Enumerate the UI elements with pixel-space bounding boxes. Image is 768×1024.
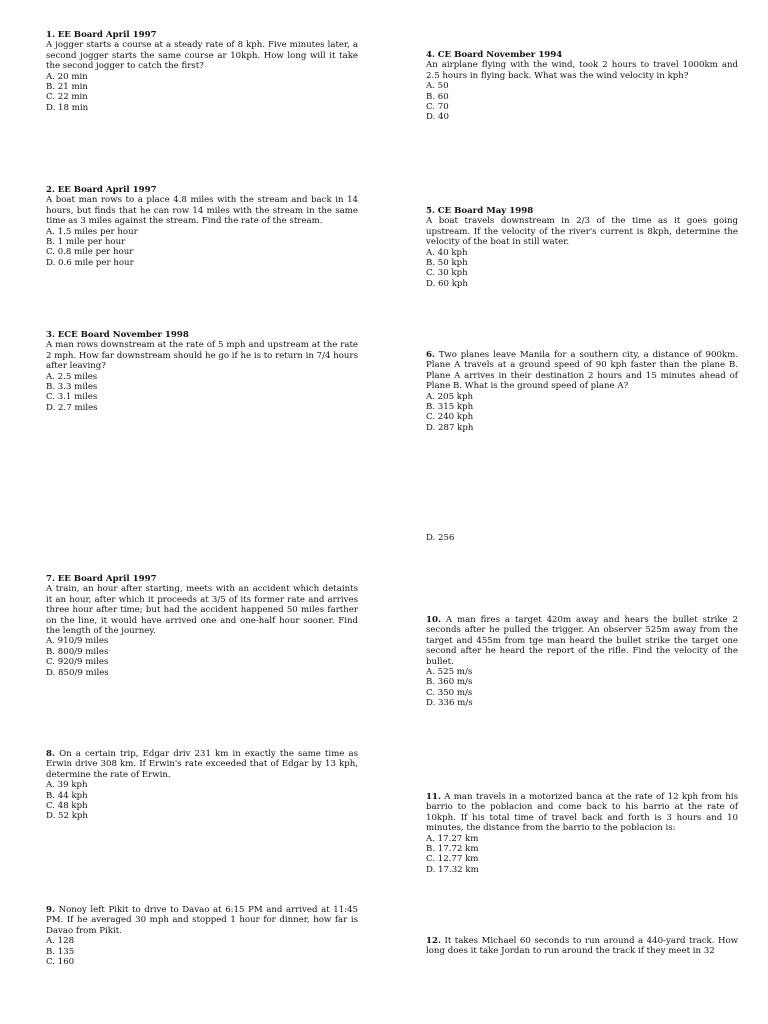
- option-a: A. 20 min: [46, 71, 88, 82]
- problem-text: A train, an hour after starting, meets with an accident which detaints it an hour, after which it proceeds at 3/5 of its former rate and arrives three hour after time; but had the accident happened 50 miles farther on the line, it would have arrived one and one-half hour sooner. Find the length of the journey.: [46, 584, 358, 637]
- problem-text: A man travels in a motorized banca at the rate of 12 kph from his barrio to the poblacion and come back to his barrio at the rate of 10kph. If his total time of travel back and forth is 3 hours and 10 minutes, the distance from the barrio to the poblacion is:: [426, 792, 738, 834]
- problem-text: Two planes leave Manila for a southern city, a distance of 900km. Plane A travels at a ground speed of 90 kph faster than the plane B. Plane A arrives in their destination 2 hours and 15 minutes ahead of Plane B. What is the ground speed of plane A?: [426, 350, 739, 392]
- option-d: D. 336 m/s: [426, 698, 473, 709]
- option-b: B. 1 mile per hour: [46, 237, 126, 248]
- option-b: B. 17.72 km: [426, 844, 479, 855]
- problem-source: EE Board April 1997: [57, 574, 157, 584]
- option-d: D. 60 kph: [426, 278, 468, 289]
- problem-2: [46, 185, 358, 268]
- option-a: A. 50: [426, 81, 449, 92]
- option-c: C. 920/9 miles: [46, 657, 109, 668]
- option-b: B. 44 kph: [46, 790, 88, 801]
- problem-number: 5.: [426, 206, 435, 216]
- problem-12: [426, 936, 738, 957]
- option-c: C. 12.77 km: [426, 854, 479, 865]
- option-a: A. 525 m/s: [426, 667, 473, 678]
- problem-number: 11.: [426, 792, 441, 802]
- option-d: D. 2.7 miles: [46, 402, 98, 413]
- problem-number: 10.: [426, 615, 441, 625]
- problem-9: [46, 905, 358, 967]
- problem-text: On a certain trip, Edgar driv 231 km in exactly the same time as Erwin drive 308 km. If Erwin's rate exceeded that of Edgar by 13 kph, determine the rate of Erwin.: [46, 749, 358, 780]
- option-a: A. 2.5 miles: [46, 371, 98, 382]
- problem-text: A jogger starts a course at a steady rate of 8 kph. Five minutes later, a second jogger starts the same course ar 10kph. How long will it take the second jogger to catch the first?: [46, 40, 358, 72]
- option-d: D. 850/9 miles: [46, 667, 109, 678]
- problem-source: CE Board May 1998: [437, 206, 534, 216]
- option-c: C. 240 kph: [426, 412, 474, 423]
- problem-text: A man rows downstream at the rate of 5 mph and upstream at the rate 2 mph. How far downstream should he go if he is to return in 7/4 hours after leaving?: [46, 340, 358, 372]
- option-c: C. 70: [426, 102, 449, 113]
- problem-number: 4.: [426, 50, 435, 60]
- option-d: D. 52 kph: [46, 811, 88, 822]
- problem-source: ECE Board November 1998: [57, 330, 189, 340]
- option-b: B. 21 min: [46, 82, 88, 93]
- option-c: C. 350 m/s: [426, 687, 473, 698]
- problem-text: A boat man rows to a place 4.8 miles with the stream and back in 14 hours, but finds that he can row 14 miles with the stream in the same time as 3 miles against the stream. Find the rate of the stream.: [46, 195, 358, 227]
- problem-7: [46, 574, 358, 678]
- problem-11: [426, 792, 738, 875]
- option-a: A. 40 kph: [426, 247, 468, 258]
- problem-1: [46, 30, 358, 113]
- problem-text: It takes Michael 60 seconds to run around a 440-yard track. How long does it take Jordan to run around the track if they meet in 32: [426, 936, 739, 957]
- problem-text: A man fires a target 420m away and hears the bullet strike 2 seconds after he pulled the trigger. An observer 525m away from the target and 455m from tge man heard the bullet strike the target one second after he heard the report of the rifle. Find the velocity of the bullet.: [426, 615, 738, 667]
- option-c: C. 22 min: [46, 92, 88, 103]
- option-d: D. 256: [426, 533, 455, 543]
- problem-number: 7.: [46, 574, 55, 584]
- problem-number: 8.: [46, 749, 55, 759]
- option-b: B. 3.3 miles: [46, 382, 98, 393]
- orphan-option: [426, 533, 738, 543]
- option-a: A. 17.27 km: [426, 833, 479, 844]
- option-a: A. 205 kph: [426, 391, 474, 402]
- option-a: A. 1.5 miles per hour: [46, 226, 138, 237]
- problem-number: 1.: [46, 30, 55, 40]
- option-c: C. 160: [46, 957, 75, 968]
- option-a: A. 128: [46, 936, 75, 947]
- problem-number: 9.: [46, 905, 55, 915]
- option-b: B. 800/9 miles: [46, 646, 109, 657]
- option-a: A. 910/9 miles: [46, 636, 109, 647]
- option-d: D. 18 min: [46, 102, 89, 113]
- option-a: A. 39 kph: [46, 780, 88, 791]
- problem-number: 6.: [426, 350, 435, 360]
- problem-text: An airplane flying with the wind, took 2 hours to travel 1000km and 2.5 hours in flying back. What was the wind velocity in kph?: [426, 60, 738, 81]
- problem-text: A boat travels downstream in 2/3 of the time as it goes going upstream. If the velocity of the river's current is 8kph, determine the velocity of the boat in still water.: [426, 216, 738, 248]
- problem-5: [426, 206, 738, 289]
- option-b: B. 50 kph: [426, 258, 468, 269]
- problem-text: Nonoy left Pikit to drive to Davao at 6:15 PM and arrived at 11:45 PM. If he averaged 30 mph and stopped 1 hour for dinner, how far is Davao from Pikit.: [46, 905, 359, 936]
- option-d: D. 40: [426, 112, 449, 123]
- problem-4: [426, 50, 738, 123]
- option-b: B. 135: [46, 946, 75, 957]
- problem-6: [426, 350, 738, 433]
- problem-source: CE Board November 1994: [437, 50, 563, 60]
- option-d: D. 17.32 km: [426, 864, 479, 875]
- option-c: C. 30 kph: [426, 268, 468, 279]
- option-d: D. 287 kph: [426, 422, 474, 433]
- problem-number: 3.: [46, 330, 55, 340]
- option-c: C. 48 kph: [46, 801, 88, 812]
- option-b: B. 315 kph: [426, 402, 474, 413]
- problem-source: EE Board April 1997: [57, 30, 157, 40]
- problem-8: [46, 749, 358, 822]
- option-d: D. 0.6 mile per hour: [46, 257, 134, 268]
- option-b: B. 360 m/s: [426, 677, 473, 688]
- option-c: C. 3.1 miles: [46, 392, 98, 403]
- problem-source: EE Board April 1997: [57, 185, 157, 195]
- problem-number: 12.: [426, 936, 441, 946]
- problem-3: [46, 330, 358, 413]
- problem-10: [426, 615, 738, 709]
- option-b: B. 60: [426, 91, 449, 102]
- option-c: C. 0.8 mile per hour: [46, 247, 134, 258]
- problem-number: 2.: [46, 185, 55, 195]
